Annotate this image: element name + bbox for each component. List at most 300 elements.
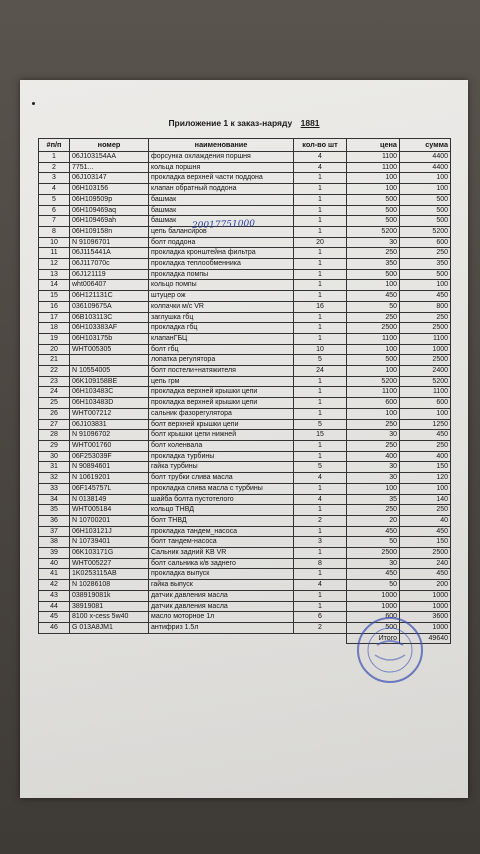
table-cell: клапан обратный поддона — [149, 184, 294, 195]
table-row — [39, 398, 451, 409]
table-cell: 450 — [347, 569, 400, 580]
table-cell: прокладка теплообменника — [149, 259, 294, 270]
table-cell: 18 — [39, 323, 70, 334]
table-cell: 41 — [39, 569, 70, 580]
table-cell: 4 — [294, 494, 347, 505]
document-page — [20, 80, 468, 798]
table-cell: 100 — [347, 408, 400, 419]
table-cell: 1 — [294, 323, 347, 334]
table-cell: башмак — [149, 216, 294, 227]
table-cell: 21 — [39, 355, 70, 366]
table-cell: 7 — [39, 216, 70, 227]
table-cell: 4 — [294, 473, 347, 484]
table-cell: 100 — [347, 280, 400, 291]
table-cell: 150 — [400, 462, 451, 473]
table-row — [39, 473, 451, 484]
total-label: Итого — [347, 633, 400, 644]
table-row — [39, 205, 451, 216]
table-cell: 35 — [39, 505, 70, 516]
column-header: кол-во шт — [294, 139, 347, 152]
table-cell: 400 — [347, 451, 400, 462]
table-cell: 250 — [347, 419, 400, 430]
table-row — [39, 259, 451, 270]
table-cell: 24 — [294, 366, 347, 377]
table-row — [39, 408, 451, 419]
total-value: 49640 — [400, 633, 451, 644]
table-cell: 30 — [347, 462, 400, 473]
table-cell: гайка выпуск — [149, 580, 294, 591]
table-cell: 20 — [347, 515, 400, 526]
table-cell: болт ТНВД — [149, 515, 294, 526]
table-row — [39, 248, 451, 259]
table-row — [39, 494, 451, 505]
table-cell: гайка турбины — [149, 462, 294, 473]
table-cell: N 0138149 — [70, 494, 149, 505]
table-cell: 100 — [400, 408, 451, 419]
table-cell: болт верхней крышки цепи — [149, 419, 294, 430]
table-cell: 250 — [347, 312, 400, 323]
table-cell: 4 — [294, 152, 347, 163]
items-table — [38, 138, 451, 644]
column-header: сумма — [400, 139, 451, 152]
table-cell: клапанГБЦ — [149, 333, 294, 344]
table-cell: прокладка кронштейна фильтра — [149, 248, 294, 259]
table-cell: 100 — [400, 483, 451, 494]
table-cell: 600 — [347, 612, 400, 623]
table-row — [39, 430, 451, 441]
table-cell: 46 — [39, 622, 70, 633]
table-cell: WHT005184 — [70, 505, 149, 516]
table-cell: 240 — [400, 558, 451, 569]
table-cell: антифриз 1.5л — [149, 622, 294, 633]
table-cell: 30 — [347, 237, 400, 248]
column-header: наименование — [149, 139, 294, 152]
table-cell: 1 — [294, 408, 347, 419]
table-cell: 06J103147 — [70, 173, 149, 184]
table-cell: 16 — [39, 301, 70, 312]
table-cell: N 10619201 — [70, 473, 149, 484]
table-cell: 1 — [294, 226, 347, 237]
table-cell: 5200 — [347, 226, 400, 237]
table-cell: 100 — [347, 483, 400, 494]
table-cell: 15 — [39, 291, 70, 302]
table-cell: 06H103483C — [70, 387, 149, 398]
table-cell: 31 — [39, 462, 70, 473]
table-cell: 250 — [400, 312, 451, 323]
table-row — [39, 162, 451, 173]
table-cell: 2 — [294, 622, 347, 633]
table-row — [39, 548, 451, 559]
table-cell: 038919081k — [70, 590, 149, 601]
table-cell: заглушка гбц — [149, 312, 294, 323]
table-cell: 500 — [347, 194, 400, 205]
table-row — [39, 558, 451, 569]
table-cell: сальник фазорегулятора — [149, 408, 294, 419]
table-row — [39, 440, 451, 451]
table-cell: 24 — [39, 387, 70, 398]
table-row — [39, 152, 451, 163]
table-cell: 2500 — [347, 548, 400, 559]
table-row — [39, 344, 451, 355]
table-cell: 500 — [347, 269, 400, 280]
table-cell: кольца поршня — [149, 162, 294, 173]
table-cell: 06J121119 — [70, 269, 149, 280]
table-cell: 36 — [39, 515, 70, 526]
table-cell: 37 — [39, 526, 70, 537]
table-cell: WHT001760 — [70, 440, 149, 451]
table-cell: 500 — [347, 622, 400, 633]
table-cell: 40 — [39, 558, 70, 569]
table-cell: датчик давления масла — [149, 601, 294, 612]
table-cell: колпачки м/с VR — [149, 301, 294, 312]
table-cell: 8 — [294, 558, 347, 569]
table-cell: 2500 — [400, 548, 451, 559]
table-row — [39, 312, 451, 323]
table-cell: 1 — [294, 248, 347, 259]
table-cell: 1 — [39, 152, 70, 163]
table-cell: 1 — [294, 184, 347, 195]
table-cell: 100 — [400, 280, 451, 291]
table-cell: 5 — [294, 355, 347, 366]
table-cell: 50 — [347, 537, 400, 548]
table-cell: 17 — [39, 312, 70, 323]
table-cell: 100 — [400, 173, 451, 184]
table-cell: N 91096701 — [70, 237, 149, 248]
table-row — [39, 366, 451, 377]
table-cell: WHT005305 — [70, 344, 149, 355]
table-cell: 34 — [39, 494, 70, 505]
table-cell: 1100 — [347, 162, 400, 173]
table-cell: башмак — [149, 205, 294, 216]
table-cell: N 10286108 — [70, 580, 149, 591]
table-row — [39, 333, 451, 344]
table-row — [39, 301, 451, 312]
table-cell: 1 — [294, 269, 347, 280]
table-cell: 25 — [39, 398, 70, 409]
table-cell: 13 — [39, 269, 70, 280]
table-cell: 350 — [347, 259, 400, 270]
table-cell: 450 — [400, 430, 451, 441]
empty-cell — [70, 633, 149, 644]
table-cell: 1 — [294, 590, 347, 601]
table-cell: 036109675A — [70, 301, 149, 312]
table-cell: 30 — [347, 473, 400, 484]
table-cell: 450 — [347, 291, 400, 302]
table-cell: болт тандем-насоса — [149, 537, 294, 548]
table-cell: 1000 — [400, 601, 451, 612]
table-cell: 350 — [400, 259, 451, 270]
table-cell: 1 — [294, 440, 347, 451]
table-cell: 06F253039F — [70, 451, 149, 462]
table-cell: 5200 — [400, 376, 451, 387]
table-cell: цепь балансиров — [149, 226, 294, 237]
table-cell: 06J115441A — [70, 248, 149, 259]
table-cell: 44 — [39, 601, 70, 612]
table-cell: G 013A8JM1 — [70, 622, 149, 633]
table-cell: 1 — [294, 376, 347, 387]
table-cell: 1 — [294, 398, 347, 409]
table-cell: 4400 — [400, 162, 451, 173]
table-cell: 400 — [400, 451, 451, 462]
table-cell: прокладка помпы — [149, 269, 294, 280]
table-cell: масло моторное 1л — [149, 612, 294, 623]
table-cell: 1 — [294, 333, 347, 344]
table-cell: 1 — [294, 548, 347, 559]
table-cell: 5 — [294, 419, 347, 430]
table-row — [39, 462, 451, 473]
table-cell: 11 — [39, 248, 70, 259]
table-cell: болт сальника к/в заднего — [149, 558, 294, 569]
table-cell: 10 — [294, 344, 347, 355]
table-cell: болт постели+натяжителя — [149, 366, 294, 377]
table-row — [39, 580, 451, 591]
table-cell: 06H103483D — [70, 398, 149, 409]
table-cell: 5 — [294, 462, 347, 473]
table-cell: 1100 — [400, 333, 451, 344]
table-row — [39, 483, 451, 494]
table-cell: 42 — [39, 580, 70, 591]
table-cell: болт крышки цепи нижней — [149, 430, 294, 441]
table-row — [39, 451, 451, 462]
table-cell: 30 — [39, 451, 70, 462]
table-cell: 06F145757L — [70, 483, 149, 494]
table-cell: 2 — [294, 515, 347, 526]
table-cell: WHT005227 — [70, 558, 149, 569]
table-cell: 600 — [400, 398, 451, 409]
table-row — [39, 184, 451, 195]
table-cell: 1 — [294, 194, 347, 205]
table-cell: прокладка слива масла с турбины — [149, 483, 294, 494]
table-cell: 100 — [347, 184, 400, 195]
table-cell: 500 — [400, 216, 451, 227]
table-cell: 1100 — [400, 387, 451, 398]
table-cell: 27 — [39, 419, 70, 430]
table-cell: Сальник задний KB VR — [149, 548, 294, 559]
table-cell: лопатка регулятора — [149, 355, 294, 366]
table-cell: 06H103175b — [70, 333, 149, 344]
table-cell: 3600 — [400, 612, 451, 623]
table-cell: 1K0253115AB — [70, 569, 149, 580]
table-row — [39, 601, 451, 612]
table-row — [39, 590, 451, 601]
table-cell: 1 — [294, 601, 347, 612]
table-cell: 450 — [400, 526, 451, 537]
table-cell: болт поддона — [149, 237, 294, 248]
table-cell: 1 — [294, 451, 347, 462]
table-cell: 5200 — [347, 376, 400, 387]
table-cell: 1 — [294, 205, 347, 216]
table-cell: 32 — [39, 473, 70, 484]
table-row — [39, 237, 451, 248]
table-row — [39, 269, 451, 280]
table-cell — [70, 355, 149, 366]
table-cell: 29 — [39, 440, 70, 451]
table-row — [39, 419, 451, 430]
table-cell: 50 — [347, 301, 400, 312]
table-cell: 500 — [400, 194, 451, 205]
table-row — [39, 355, 451, 366]
table-cell: 1 — [294, 483, 347, 494]
table-cell: кольцо помпы — [149, 280, 294, 291]
column-header: #п/п — [39, 139, 70, 152]
table-cell: 06K103171G — [70, 548, 149, 559]
table-cell: 4 — [294, 580, 347, 591]
empty-cell — [294, 633, 347, 644]
table-cell: 1000 — [400, 622, 451, 633]
table-row — [39, 537, 451, 548]
table-cell: 100 — [400, 184, 451, 195]
table-cell: N 10700201 — [70, 515, 149, 526]
handwritten-note: 20017751000 — [191, 218, 256, 232]
table-row — [39, 280, 451, 291]
table-cell: прокладка тандем_насоса — [149, 526, 294, 537]
table-cell: N 91096702 — [70, 430, 149, 441]
table-row — [39, 194, 451, 205]
table-cell: 2400 — [400, 366, 451, 377]
table-cell: 600 — [347, 398, 400, 409]
column-header: номер — [70, 139, 149, 152]
table-cell: 1 — [294, 173, 347, 184]
table-cell: прокладка верхней крышки цепи — [149, 398, 294, 409]
table-row — [39, 376, 451, 387]
order-number: 1881 — [300, 118, 320, 128]
table-header-row — [39, 139, 451, 152]
table-cell: 1000 — [347, 590, 400, 601]
table-cell: 06H103383AF — [70, 323, 149, 334]
table-cell: 500 — [400, 269, 451, 280]
table-cell: прокладка верхней части поддона — [149, 173, 294, 184]
table-cell: 1000 — [400, 590, 451, 601]
table-cell: 20 — [294, 237, 347, 248]
table-cell: 120 — [400, 473, 451, 484]
title-text: Приложение 1 к заказ-наряду — [168, 118, 293, 128]
table-cell: 7751... — [70, 162, 149, 173]
table-cell: 30 — [347, 430, 400, 441]
table-cell: 450 — [400, 569, 451, 580]
table-cell: 38 — [39, 537, 70, 548]
table-cell: 35 — [347, 494, 400, 505]
table-cell: 500 — [400, 205, 451, 216]
table-row — [39, 323, 451, 334]
table-cell: 450 — [347, 526, 400, 537]
table-cell: 800 — [400, 301, 451, 312]
table-cell: 100 — [347, 366, 400, 377]
table-cell: WHT007212 — [70, 408, 149, 419]
table-cell: 06H109158n — [70, 226, 149, 237]
table-cell: штуцер ож — [149, 291, 294, 302]
table-cell: 1 — [294, 259, 347, 270]
round-seal-icon — [355, 615, 425, 685]
table-cell: башмак — [149, 194, 294, 205]
table-cell: 1 — [294, 505, 347, 516]
table-cell: прокладка гбц — [149, 323, 294, 334]
table-cell: 1100 — [347, 333, 400, 344]
table-cell: 06H103121J — [70, 526, 149, 537]
table-cell: 06B103113C — [70, 312, 149, 323]
table-cell: 39 — [39, 548, 70, 559]
table-cell: 06H109509p — [70, 194, 149, 205]
column-header: цена — [347, 139, 400, 152]
table-cell: 4 — [294, 162, 347, 173]
table-cell: 10 — [39, 237, 70, 248]
table-cell: 1000 — [347, 601, 400, 612]
empty-cell — [149, 633, 294, 644]
table-cell: 6 — [294, 612, 347, 623]
table-cell: прокладка верхней крышки цепи — [149, 387, 294, 398]
table-cell: 20 — [39, 344, 70, 355]
table-cell: 43 — [39, 590, 70, 601]
table-cell: 1 — [294, 312, 347, 323]
table-cell: 45 — [39, 612, 70, 623]
table-cell: 38919081 — [70, 601, 149, 612]
table-cell: 1000 — [400, 344, 451, 355]
table-cell: 30 — [347, 558, 400, 569]
table-cell: 12 — [39, 259, 70, 270]
table-row — [39, 515, 451, 526]
table-row — [39, 505, 451, 516]
table-cell: 1 — [294, 291, 347, 302]
table-cell: 2500 — [400, 355, 451, 366]
table-cell: N 10554005 — [70, 366, 149, 377]
table-cell: 15 — [294, 430, 347, 441]
table-cell: 2500 — [400, 323, 451, 334]
items-table-wrap — [38, 138, 448, 644]
table-cell: прокладка турбины — [149, 451, 294, 462]
table-cell: 4 — [39, 184, 70, 195]
table-cell: датчик давления масла — [149, 590, 294, 601]
table-cell: 40 — [400, 515, 451, 526]
table-cell: 100 — [347, 344, 400, 355]
paper-mark — [32, 102, 35, 105]
table-cell: 6 — [39, 205, 70, 216]
table-cell: 22 — [39, 366, 70, 377]
table-cell: 2 — [39, 162, 70, 173]
table-cell: 06H109469ah — [70, 216, 149, 227]
table-cell: 250 — [347, 440, 400, 451]
table-cell: болт коленвала — [149, 440, 294, 451]
table-cell: 1 — [294, 387, 347, 398]
table-cell: 06J103831 — [70, 419, 149, 430]
table-cell: 06H109469aq — [70, 205, 149, 216]
table-cell: 8 — [39, 226, 70, 237]
table-cell: 1 — [294, 280, 347, 291]
empty-cell — [39, 633, 70, 644]
table-cell: 250 — [400, 440, 451, 451]
table-cell: 26 — [39, 408, 70, 419]
table-cell: 3 — [294, 537, 347, 548]
table-row — [39, 291, 451, 302]
table-cell: 150 — [400, 537, 451, 548]
table-cell: wht006407 — [70, 280, 149, 291]
table-cell: 8100 x-cess 5w40 — [70, 612, 149, 623]
table-cell: 4400 — [400, 152, 451, 163]
table-cell: цепь грм — [149, 376, 294, 387]
table-row — [39, 173, 451, 184]
table-cell: 1250 — [400, 419, 451, 430]
table-cell: 23 — [39, 376, 70, 387]
table-cell: болт гбц — [149, 344, 294, 355]
table-cell: 250 — [347, 505, 400, 516]
table-cell: N 10739401 — [70, 537, 149, 548]
table-cell: болт трубки слива масла — [149, 473, 294, 484]
table-cell: N 90894601 — [70, 462, 149, 473]
table-cell: форсунка охлаждения поршня — [149, 152, 294, 163]
table-cell: 200 — [400, 580, 451, 591]
table-cell: 06H103156 — [70, 184, 149, 195]
table-cell: 500 — [347, 216, 400, 227]
table-cell: 33 — [39, 483, 70, 494]
table-cell: 1100 — [347, 152, 400, 163]
